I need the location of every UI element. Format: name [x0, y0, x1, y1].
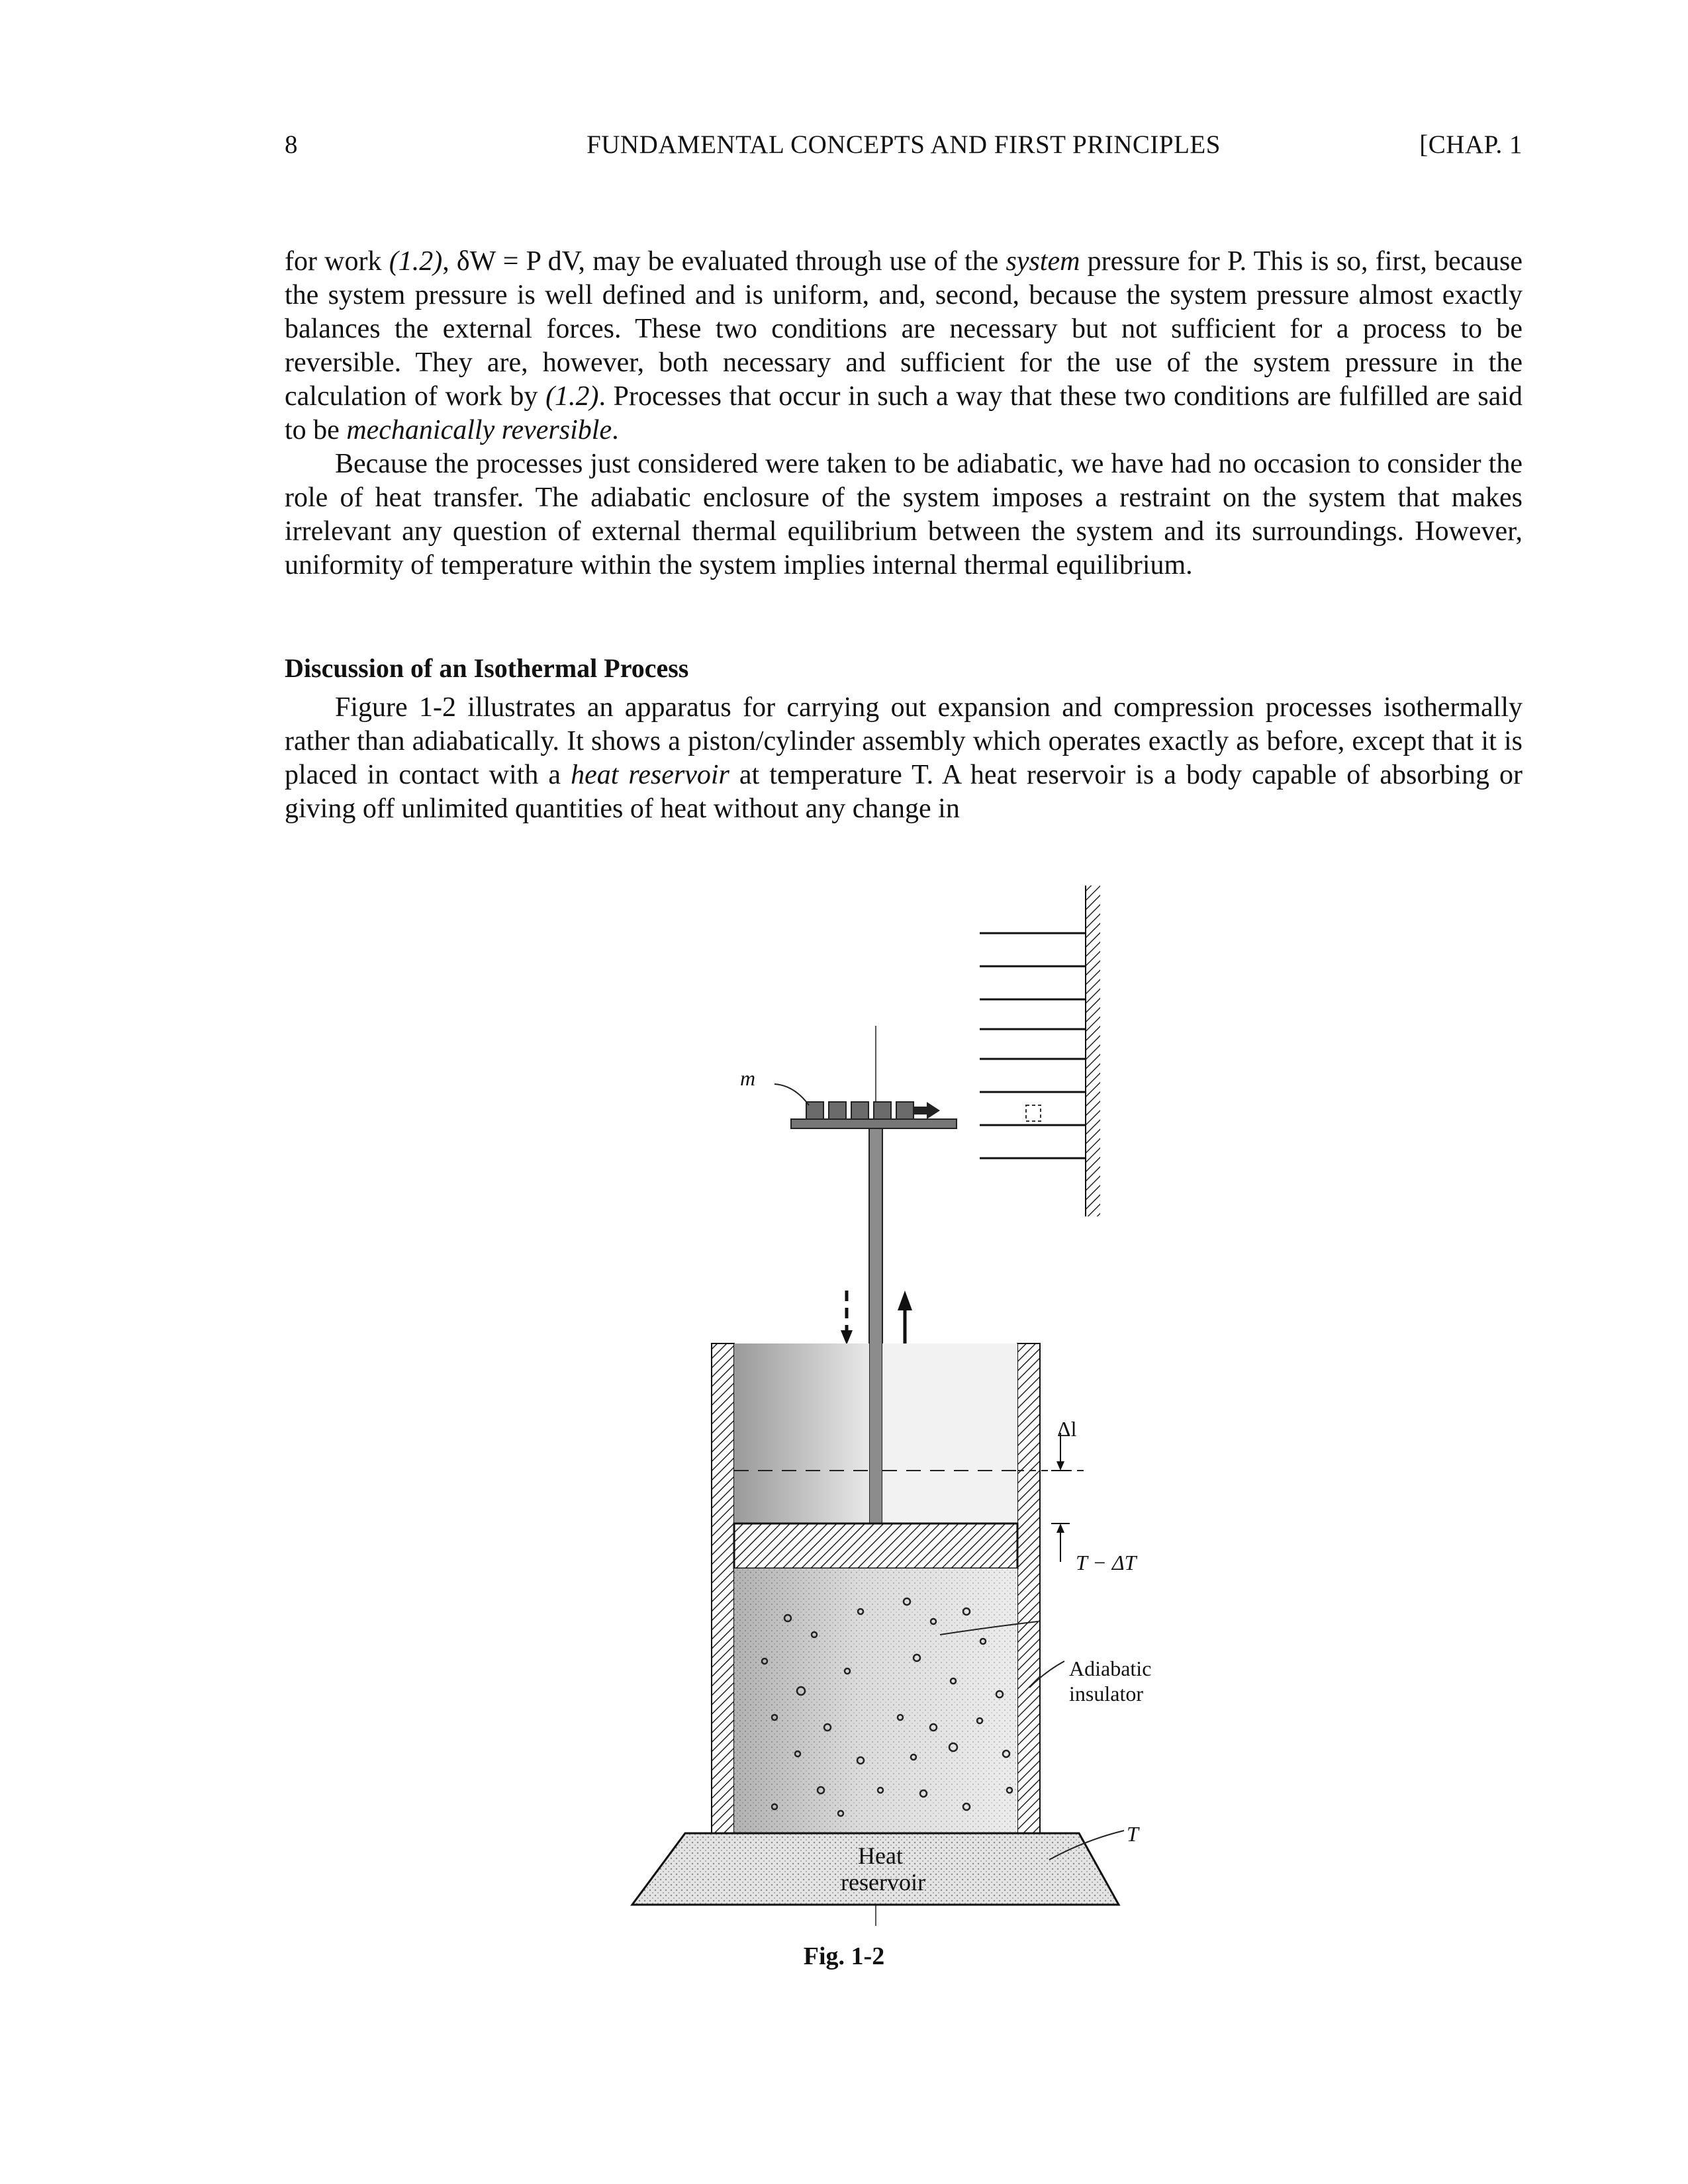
upper-region-left: [734, 1343, 869, 1524]
label-heat-reservoir: Heat reservoir: [841, 1843, 925, 1895]
piston-cylinder-diagram: [622, 867, 1192, 1926]
label-reservoir-temperature: T: [1127, 1822, 1139, 1846]
paragraph-isothermal: Figure 1-2 illustrates an apparatus for carrying out expansion and compression processes isothermally rather than adiabatically. It shows a piston/cylinder assembly which operates exactly as before, except that it is placed in contact with a heat reservoir at temperature T. A heat reservoir is a body capable of absorbing or giving off unlimited quantities of heat without any change in: [285, 692, 1523, 824]
expansion-arrow: [898, 1291, 912, 1350]
moved-weight-outline: [1026, 1105, 1041, 1121]
piston-rod: [869, 1128, 882, 1525]
weight-slide-arrow: [914, 1102, 940, 1119]
label-delta-l: Δl: [1057, 1417, 1077, 1441]
weights: [806, 1102, 914, 1119]
upper-region-right: [882, 1343, 1017, 1524]
paragraph-adiabatic: Because the processes just considered were taken to be adiabatic, we have had no occasion to consider the role of heat transfer. The adiabatic enclosure of the system imposes a restraint on the system that makes irrelevant any question of external thermal equilibrium between the system and its surroundings. However, uniformity of temperature within the system implies internal thermal equilibrium.: [285, 449, 1523, 580]
running-title: FUNDAMENTAL CONCEPTS AND FIRST PRINCIPLES: [586, 130, 1221, 159]
delta-l-dimension: [1051, 1433, 1070, 1562]
weight-pan: [791, 1119, 957, 1128]
figure-caption: Fig. 1-2: [803, 1942, 885, 1970]
page-number: 8: [285, 130, 298, 159]
piston: [734, 1524, 1017, 1569]
label-adiabatic-insulator: Adiabatic insulator: [1069, 1657, 1152, 1706]
figure-1-2: [622, 867, 1192, 1926]
page-header: [285, 130, 1523, 169]
shelves: [980, 933, 1086, 1158]
m-pointer: [774, 1084, 809, 1105]
section-heading: Discussion of an Isothermal Process: [285, 653, 689, 683]
paragraph-work-reversibility: for work (1.2), δW = P dV, may be evaluated through use of the system pressure for P. This is so, first, because the system pressure is well defined and is uniform, and, second, because the system pressure almost exactly balances the external forces. These two conditions are necessary but not sufficient for a process to be reversible. They are, however, both necessary and sufficient for the use of the system pressure in the calculation of work by (1.2). Processes that occur in such a way that these two conditions are fulfilled are said to be mechanically reversible.: [285, 246, 1523, 445]
insulator-wall-right: [1017, 1343, 1040, 1833]
chapter-label: [CHAP. 1: [1419, 130, 1523, 159]
shelf-wall: [1086, 886, 1100, 1216]
label-t-minus-delta-t: T − ΔT: [1076, 1551, 1137, 1574]
compression-arrow: [841, 1291, 853, 1345]
insulator-wall-left: [712, 1343, 734, 1833]
label-m: m: [740, 1066, 756, 1090]
